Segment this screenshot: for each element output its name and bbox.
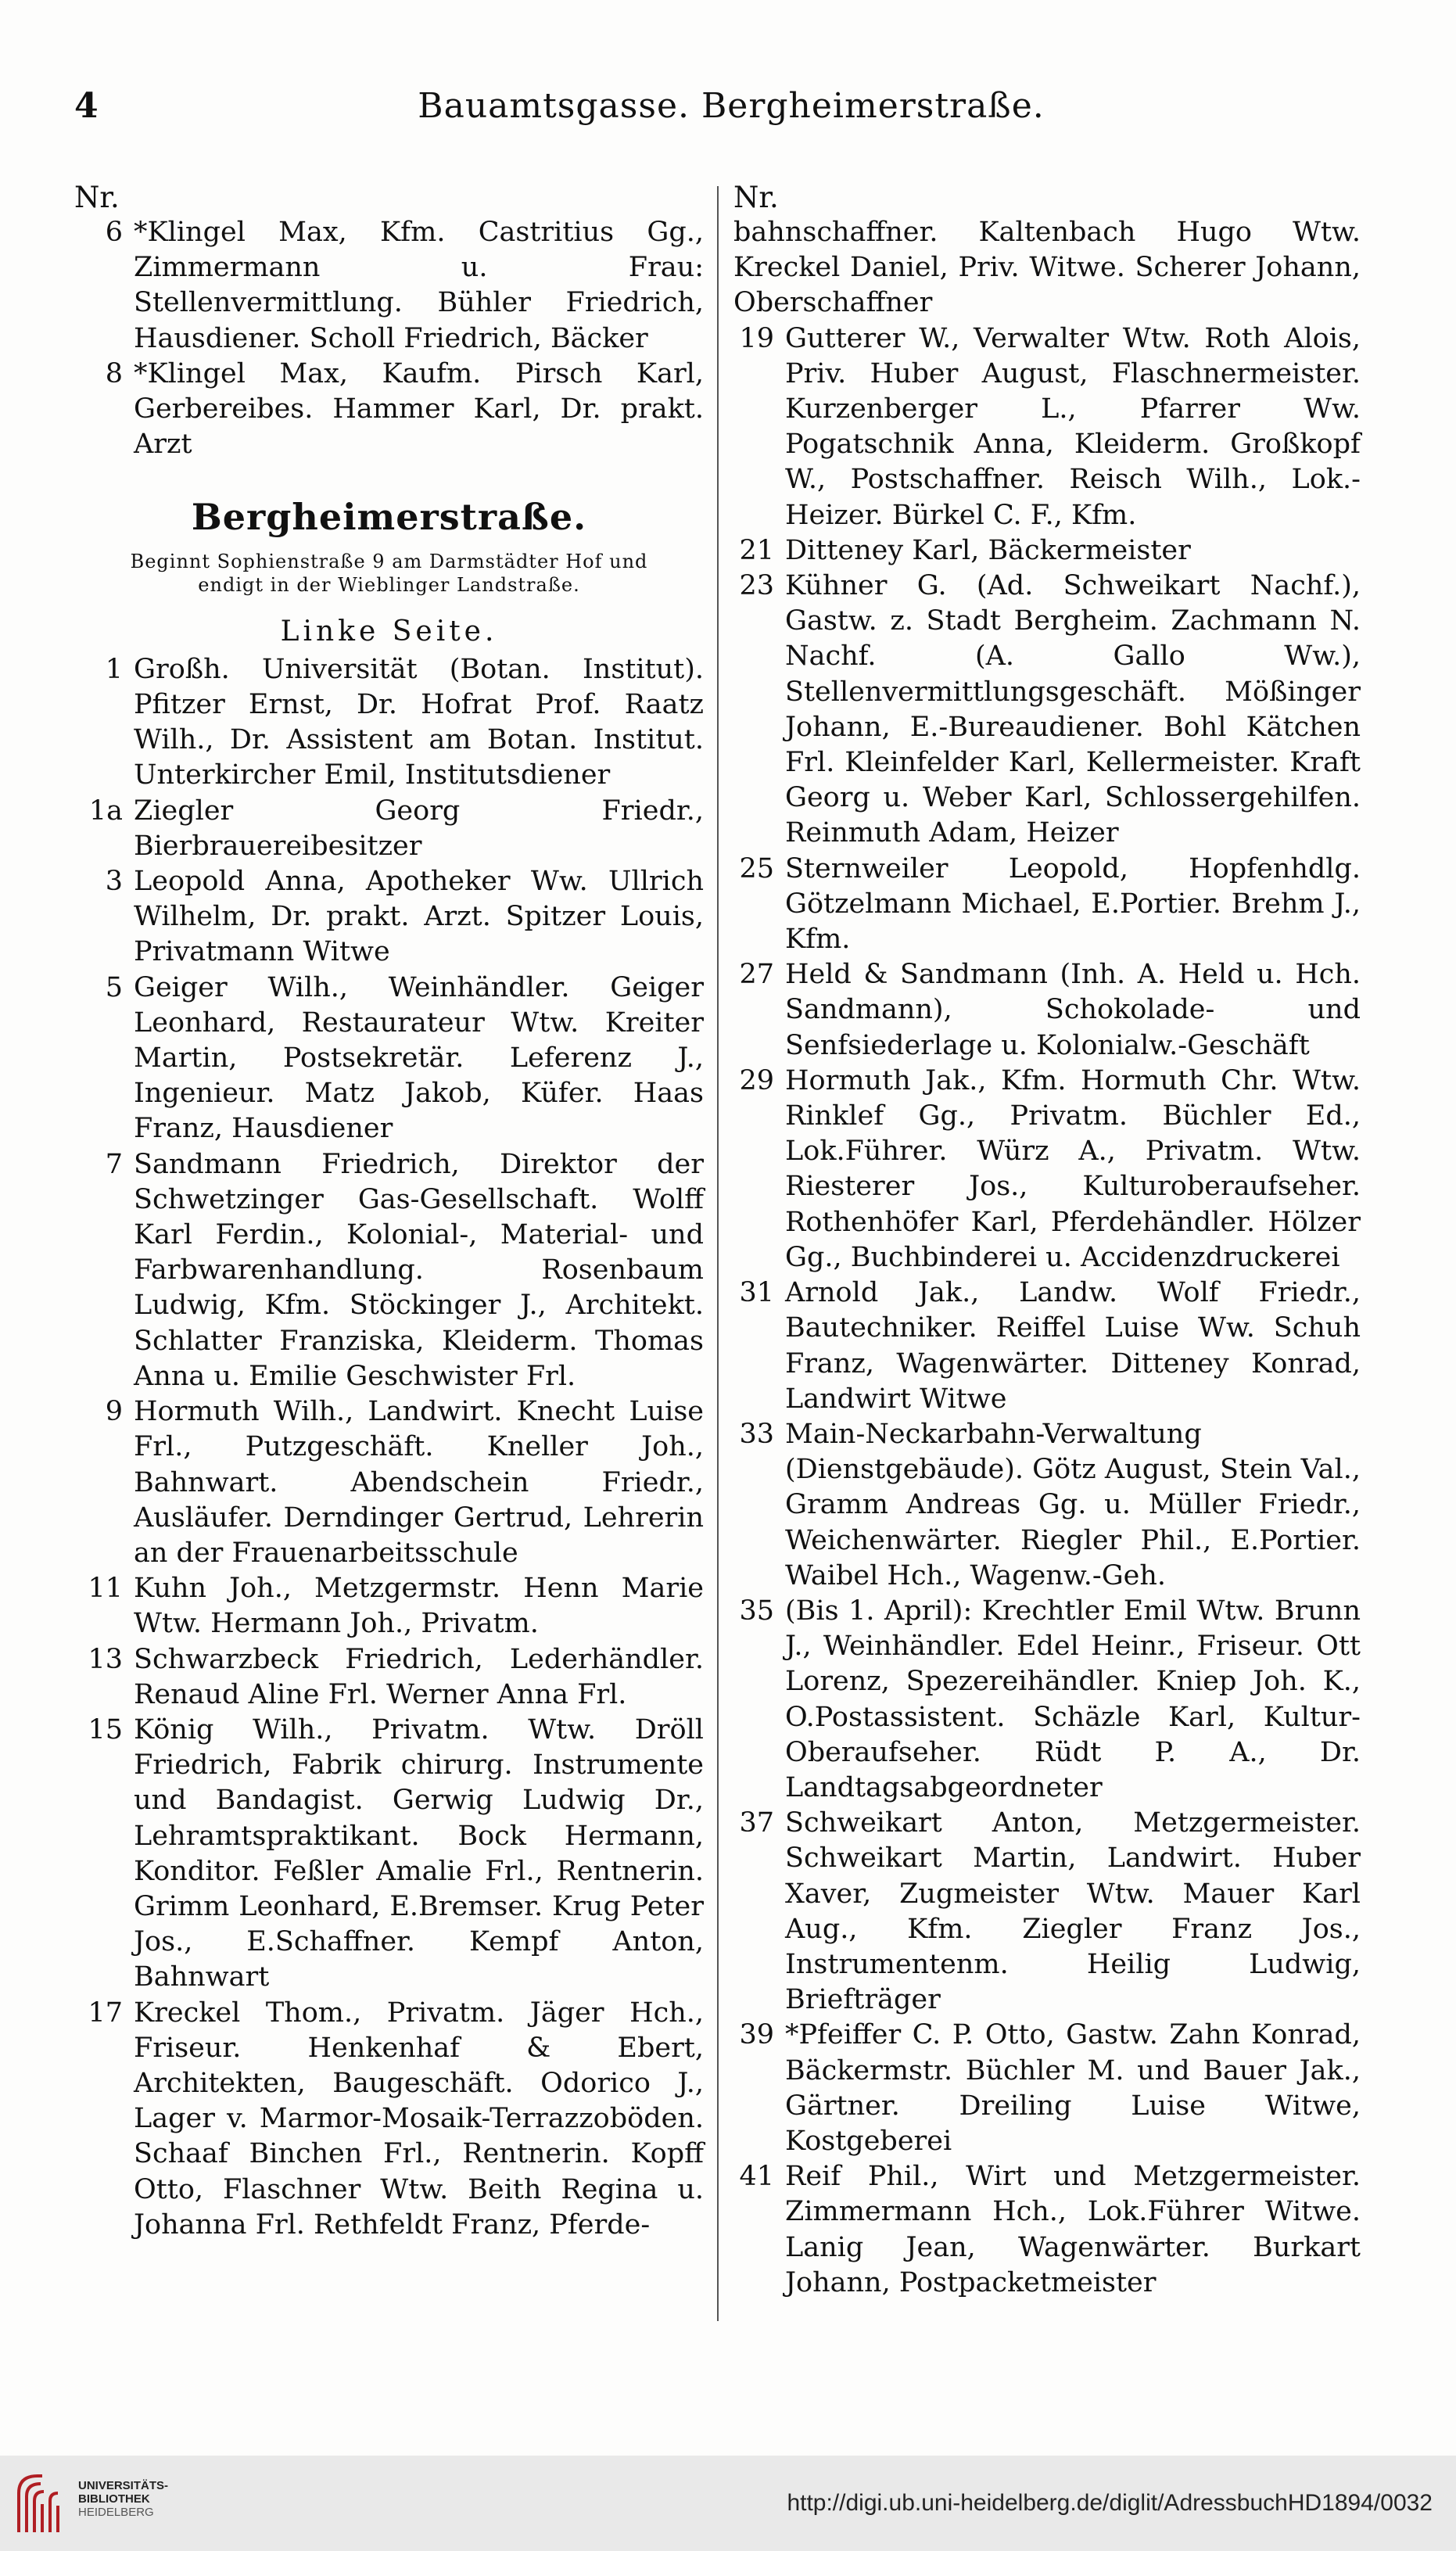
address-entry <box>733 957 1361 1064</box>
right-column <box>733 180 1361 2301</box>
address-entry <box>733 1417 1361 1594</box>
nr-label: Nr. <box>733 181 779 214</box>
entry-text: Schweikart Anton, Metzgermeister. Schweikart Martin, Landwirt. Huber Xaver, Zugmeister Wtw. Mauer Karl Aug., Kfm. Ziegler Franz Jos., Instrumentenm. Heilig Ludwig, Briefträger <box>785 1807 1361 2016</box>
address-entry <box>74 971 704 1147</box>
running-head: Bauamtsgasse. Bergheimerstraße. <box>418 86 1045 126</box>
entry-text: Hormuth Wilh., Landwirt. Knecht Luise Frl., Putzgeschäft. Kneller Joh., Bahnwart. Abendschein Friedr., Ausläufer. Derndinger Gertrud, Lehrerin an der Frauenarbeitsschule <box>134 1396 704 1569</box>
street-title: Bergheimerstraße. <box>191 496 587 539</box>
house-number: 8 <box>105 357 123 389</box>
entry-text: Hormuth Jak., Kfm. Hormuth Chr. Wtw. Rinklef Gg., Privatm. Büchler Ed., Lok.Führer. Würz A., Privatm. Wtw. Riesterer Jos., Kulturoberaufseher. Rothenhöfer Karl, Pferdehändler. Hölzer Gg., Buchbinderei u. Accidenzdruckerei <box>785 1064 1361 1273</box>
house-number: 6 <box>105 217 123 248</box>
house-number: 3 <box>105 866 123 898</box>
house-number: 31 <box>739 1277 774 1309</box>
university-library-logo-icon[interactable] <box>14 2470 70 2537</box>
library-name <box>78 2479 168 2519</box>
house-number: 11 <box>88 1573 123 1605</box>
address-entry <box>74 864 704 971</box>
house-number: 1 <box>105 653 123 685</box>
entry-text: Main-Neckarbahn-Verwaltung (Dienstgebäude). Götz August, Stein Val., Gramm Andreas Gg. u. Müller Friedr., Weichenwärter. Riegler Phil., E.Portier. Waibel Hch., Wagenw.-Geh. <box>785 1418 1361 1591</box>
entry-text: Schwarzbeck Friedrich, Lederhändler. Renaud Aline Frl. Werner Anna Frl. <box>134 1643 704 1710</box>
library-name-line: BIBLIOTHEK <box>78 2492 150 2506</box>
address-entry <box>733 1064 1361 1276</box>
page-header <box>74 86 1388 141</box>
house-number: 41 <box>739 2161 774 2193</box>
street-description-line: Beginnt Sophienstraße 9 am Darmstädter Hof und <box>130 550 648 572</box>
address-entry <box>733 2018 1361 2159</box>
house-number: 37 <box>739 1807 774 1839</box>
entry-text: Kühner G. (Ad. Schweikart Nachf.), Gastw. z. Stadt Bergheim. Zachmann N. Nachf. (A. Gallo Ww.), Stellenvermittlungsgeschäft. Mößinger Johann, E.-Bureaudiener. Bohl Kätchen Frl. Kleinfelder Karl, Kellermeister. Kraft Georg u. Weber Karl, Schlossergehilfen. Reinmuth Adam, Heizer <box>785 570 1361 849</box>
entry-text: *Klingel Max, Kaufm. Pirsch Karl, Gerbereibes. Hammer Karl, Dr. prakt. Arzt <box>134 357 704 461</box>
address-entry <box>733 2159 1361 2301</box>
address-entry <box>74 1394 704 1571</box>
house-number: 9 <box>105 1396 123 1428</box>
house-number: 25 <box>739 852 774 884</box>
house-number: 23 <box>739 570 774 602</box>
address-entry <box>74 1642 704 1713</box>
entry-text: Held & Sandmann (Inh. A. Held u. Hch. Sandmann), Schokolade- und Senfsiederlage u. Kolonialw.-Geschäft <box>785 959 1361 1061</box>
address-entry <box>733 321 1361 533</box>
entry-text: *Klingel Max, Kfm. Castritius Gg., Zimmermann u. Frau: Stellenvermittlung. Bühler Friedrich, Hausdiener. Scholl Friedrich, Bäcker <box>134 217 704 354</box>
address-entry <box>74 1996 704 2243</box>
house-number: 7 <box>105 1148 123 1180</box>
entry-text: Sandmann Friedrich, Direktor der Schwetzinger Gas-Gesellschaft. Wolff Karl Ferdin., Kolonial-, Material- und Farbwarenhandlung. Rosenbaum Ludwig, Kfm. Stöckinger J., Architekt. Schlatter Franziska, Kleiderm. Thomas Anna u. Emilie Geschwister Frl. <box>134 1148 704 1392</box>
street-description-line: endigt in der Wieblinger Landstraße. <box>198 573 580 596</box>
address-entry <box>733 852 1361 958</box>
page-number: 4 <box>74 86 99 126</box>
address-entry <box>733 533 1361 569</box>
house-number: 15 <box>88 1713 123 1746</box>
entry-text: (Bis 1. April): Krechtler Emil Wtw. Brunn J., Weinhändler. Edel Heinr., Friseur. Ott Lorenz, Spezereihändler. Kniep Joh. K., O.Postassistent. Schäzle Karl, Kultur-Oberaufseher. Rüdt P. A., Dr. Landtagsabgeordneter <box>785 1595 1361 1803</box>
house-number: 35 <box>739 1595 774 1627</box>
house-number: 19 <box>739 322 774 354</box>
house-number: 39 <box>739 2019 774 2051</box>
nr-label: Nr. <box>74 181 120 214</box>
house-number: 33 <box>739 1418 774 1450</box>
entry-text: *Pfeiffer C. P. Otto, Gastw. Zahn Konrad, Bäckermstr. Büchler M. und Bauer Jak., Gärtner. Dreiling Luise Witwe, Kostgeberei <box>785 2019 1361 2157</box>
address-entry <box>733 569 1361 852</box>
address-entry <box>74 1571 704 1641</box>
entry-text: Sternweiler Leopold, Hopfenhdlg. Götzelmann Michael, E.Portier. Brehm J., Kfm. <box>785 852 1361 956</box>
house-number: 1a <box>88 795 123 827</box>
address-entry <box>733 1276 1361 1417</box>
address-entry <box>733 1594 1361 1806</box>
entry-text: Ditteney Karl, Bäckermeister <box>785 534 1191 566</box>
address-entry <box>74 357 704 463</box>
entry-text: Reif Phil., Wirt und Metzgermeister. Zimmermann Hch., Lok.Führer Witwe. Lanig Jean, Wagenwärter. Burkart Johann, Postpacketmeister <box>785 2161 1361 2298</box>
address-entry <box>74 1147 704 1394</box>
entry-text: Gutterer W., Verwalter Wtw. Roth Alois, Priv. Huber August, Flaschnermeister. Kurzenberger L., Pfarrer Ww. Pogatschnik Anna, Kleiderm. Großkopf W., Postschaffner. Reisch Wilh., Lok.-Heizer. Bürkel C. F., Kfm. <box>785 322 1361 531</box>
entry-text: König Wilh., Privatm. Wtw. Dröll Friedrich, Fabrik chirurg. Instrumente und Bandagist. Gerwig Ludwig Dr., Lehramtspraktikant. Bock Hermann, Konditor. Feßler Amalie Frl., Rentnerin. Grimm Leonhard, E.Bremser. Krug Peter Jos., E.Schaffner. Kempf Anton, Bahnwart <box>134 1713 704 1993</box>
entry-text: Großh. Universität (Botan. Institut). Pfitzer Ernst, Dr. Hofrat Prof. Raatz Wilh., Dr. Assistent am Botan. Institut. Unterkircher Emil, Institutsdiener <box>134 653 704 791</box>
house-number: 17 <box>88 1997 123 2029</box>
side-title: Linke Seite. <box>280 615 498 648</box>
library-name-line: HEIDELBERG <box>78 2506 154 2519</box>
address-entry <box>74 1713 704 1996</box>
viewer-footer <box>0 2456 1456 2551</box>
entry-text: Kuhn Joh., Metzgermstr. Henn Marie Wtw. Hermann Joh., Privatm. <box>134 1573 704 1640</box>
permalink-url[interactable]: http://digi.ub.uni-heidelberg.de/diglit/AdressbuchHD1894/0032 <box>787 2490 1433 2516</box>
entry-text: Geiger Wilh., Weinhändler. Geiger Leonhard, Restaurateur Wtw. Kreiter Martin, Postsekretär. Leferenz J., Ingenieur. Matz Jakob, Küfer. Haas Franz, Hausdiener <box>134 971 704 1145</box>
house-number: 21 <box>739 534 774 566</box>
house-number: 27 <box>739 959 774 991</box>
left-column <box>74 180 704 2243</box>
entry-text: Ziegler Georg Friedr., Bierbrauereibesitzer <box>134 795 704 862</box>
street-description <box>74 550 704 597</box>
entry-text: Arnold Jak., Landw. Wolf Friedr., Bautechniker. Reiffel Luise Ww. Schuh Franz, Wagenwärter. Ditteney Konrad, Landwirt Witwe <box>785 1277 1361 1415</box>
house-number: 13 <box>88 1643 123 1675</box>
house-number: 29 <box>739 1064 774 1096</box>
address-entry <box>74 652 704 794</box>
address-entry <box>74 215 704 357</box>
entry-text: Leopold Anna, Apotheker Ww. Ullrich Wilhelm, Dr. prakt. Arzt. Spitzer Louis, Privatmann Witwe <box>134 866 704 968</box>
column-divider <box>717 186 719 2321</box>
address-entry <box>733 1806 1361 2018</box>
library-name-line: UNIVERSITÄTS- <box>78 2479 169 2492</box>
house-number: 5 <box>105 971 123 1003</box>
entry-text: Kreckel Thom., Privatm. Jäger Hch., Friseur. Henkenhaf & Ebert, Architekten, Baugeschäft. Odorico J., Lager v. Marmor-Mosaik-Terrazzoböden. Schaaf Binchen Frl., Rentnerin. Kopff Otto, Flaschner Wtw. Beith Regina u. Johanna Frl. Rethfeldt Franz, Pferde- <box>134 1997 704 2241</box>
continued-entry-text: bahnschaffner. Kaltenbach Hugo Wtw. Kreckel Daniel, Priv. Witwe. Scherer Johann, Oberschaffner <box>733 217 1361 319</box>
address-entry <box>74 794 704 864</box>
